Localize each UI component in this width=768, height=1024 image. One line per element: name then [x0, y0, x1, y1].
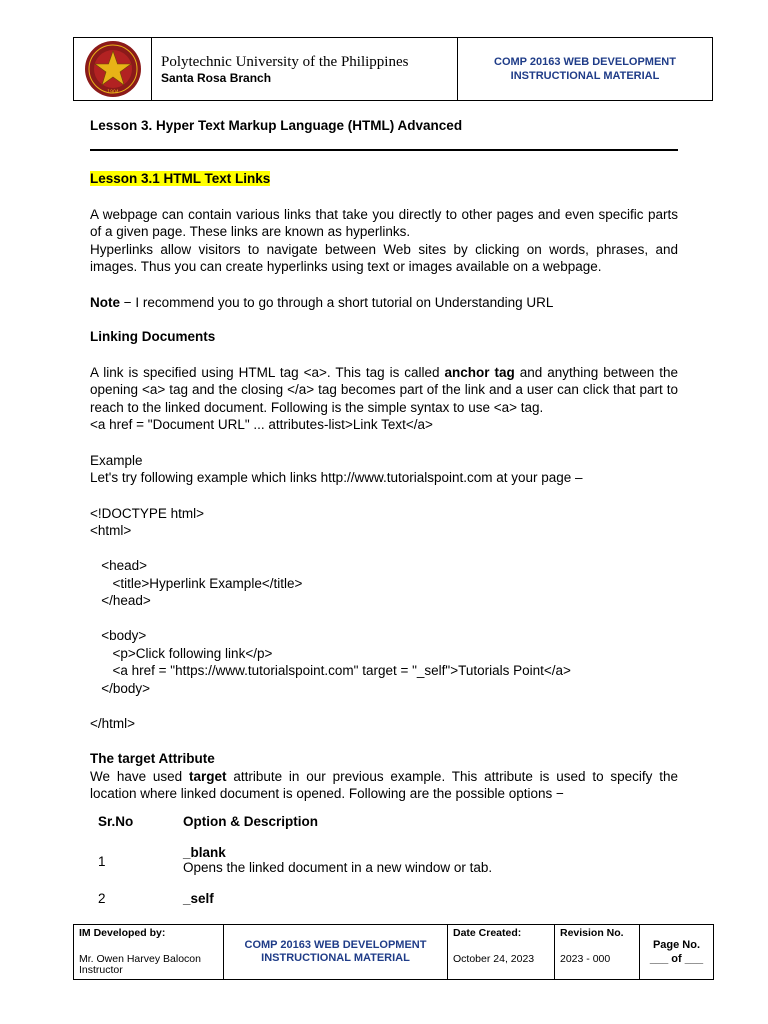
option-name: _self — [183, 891, 214, 906]
code-line: <title>Hyperlink Example</title> — [90, 575, 303, 591]
footer-page-cell — [640, 925, 713, 979]
developer-role: Instructor — [79, 964, 123, 976]
revision-value: 2023 - 000 — [560, 953, 611, 965]
code-line: <body> — [90, 628, 147, 643]
target-paragraph: We have used target attribute in our previous example. This attribute is used to specify the location where linked document is opened. Following are the possible options − — [90, 768, 678, 801]
branch-name: Santa Rosa Branch — [161, 71, 272, 85]
column-header-option: Option & Description — [183, 814, 318, 829]
footer-course-line2: INSTRUCTIONAL MATERIAL — [261, 952, 410, 964]
main-content — [90, 170, 678, 803]
example-label: Example — [90, 452, 143, 468]
developed-by-label: IM Developed by: — [79, 927, 166, 939]
section-title: Lesson 3.1 HTML Text Links — [90, 171, 271, 186]
code-line: </head> — [90, 593, 151, 608]
intro-paragraph-1: A webpage can contain various links that take you directly to other pages and even specific parts of a given page. These links are known as hyperlinks. — [90, 206, 678, 239]
note-paragraph — [90, 294, 678, 312]
code-line: <p>Click following link</p> — [90, 645, 273, 661]
anchor-syntax: <a href = "Document URL" ... attributes-list>Link Text</a> — [90, 417, 433, 432]
page-footer — [73, 924, 714, 980]
title-rule — [90, 149, 678, 151]
page-number-label: Page No. — [652, 939, 701, 951]
code-line: <!DOCTYPE html> — [90, 505, 205, 521]
date-created-value: October 24, 2023 — [453, 953, 535, 965]
code-line: </body> — [90, 680, 151, 696]
university-seal — [74, 38, 152, 100]
course-title-line2: INSTRUCTIONAL MATERIAL — [510, 70, 660, 82]
course-title-block — [458, 38, 712, 100]
row-number: 1 — [98, 854, 106, 869]
option-description: Opens the linked document in a new window or tab. — [183, 860, 493, 875]
table-header-row — [98, 814, 658, 829]
code-line — [90, 610, 678, 628]
code-line: <head> — [90, 558, 148, 573]
svg-text:1904: 1904 — [106, 90, 119, 95]
note-label: Note — [90, 294, 120, 310]
footer-date-cell — [448, 925, 555, 979]
university-name: Polytechnic University of the Philippines — [161, 54, 409, 70]
code-line — [90, 540, 678, 558]
code-line: <a href = "https://www.tutorialspoint.com" target = "_self">Tutorials Point</a> — [90, 663, 571, 678]
pup-seal-icon — [84, 40, 142, 98]
course-title-line1: COMP 20163 WEB DEVELOPMENT — [494, 56, 676, 68]
row-number: 2 — [98, 891, 106, 906]
table-row — [98, 845, 658, 875]
footer-developer-cell — [74, 925, 224, 979]
developer-name: Mr. Owen Harvey Balocon — [79, 953, 201, 965]
code-example — [90, 505, 678, 733]
lesson-title: Lesson 3. Hyper Text Markup Language (HTML) Advanced — [90, 118, 463, 133]
footer-course-line1: COMP 20163 WEB DEVELOPMENT — [244, 939, 427, 951]
university-name-block — [152, 38, 458, 100]
intro-paragraph-2: Hyperlinks allow visitors to navigate between Web sites by clicking on words, phrases, and images. Thus you can create hyperlinks using text or images available on a webpage. — [90, 241, 678, 274]
column-header-srno: Sr.No — [98, 814, 134, 829]
linking-paragraph: A link is specified using HTML tag <a>. This tag is called anchor tag and anything between the opening <a> tag and the closing </a> tag becomes part of the link and a user can click that part to reach to the linked document. Following is the simple syntax to use <a> tag. — [90, 364, 679, 415]
page-header — [73, 37, 713, 101]
date-created-label: Date Created: — [453, 927, 522, 939]
options-table — [98, 814, 658, 906]
note-text: − I recommend you to go through a short tutorial on Understanding URL — [120, 294, 554, 310]
example-intro: Let's try following example which links http://www.tutorialspoint.com at your page – — [90, 470, 583, 485]
table-row — [98, 891, 658, 906]
target-heading: The target Attribute — [90, 751, 215, 766]
option-name: _blank — [183, 845, 226, 860]
code-line: </html> — [90, 715, 136, 731]
footer-course-cell — [224, 925, 448, 979]
linking-heading: Linking Documents — [90, 329, 216, 344]
page-number-value: ___ of ___ — [649, 953, 704, 965]
code-line: <html> — [90, 523, 132, 538]
code-line — [90, 697, 678, 715]
footer-revision-cell — [555, 925, 640, 979]
revision-label: Revision No. — [560, 927, 624, 939]
